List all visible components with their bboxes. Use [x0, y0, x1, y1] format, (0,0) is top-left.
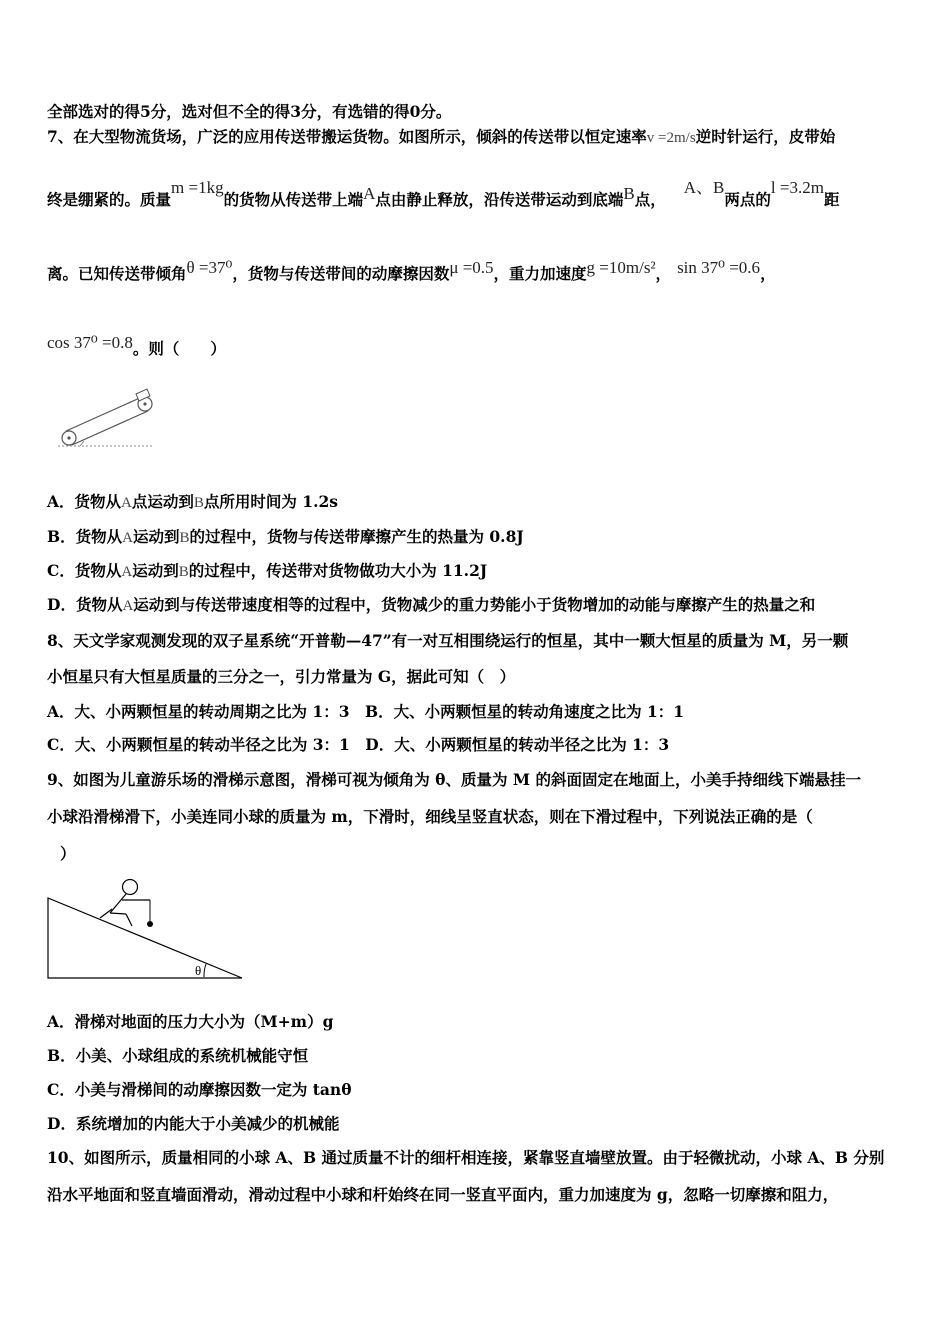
- q7-text-3d: ，: [655, 264, 672, 283]
- q7-points-ab: A、B: [683, 178, 725, 197]
- q7-option-d: [47, 595, 815, 616]
- q7-opt-b-point-a: A: [122, 530, 133, 546]
- q7-option-c: [47, 561, 487, 582]
- q7-opt-c-text3: 的过程中，传送带对货物做功大小为 11.2J: [188, 561, 488, 580]
- q9-option-b: B．小美、小球组成的系统机械能守恒: [47, 1046, 309, 1065]
- slide-incline: [48, 898, 242, 978]
- child-shin: [126, 914, 132, 926]
- q7-mu-formula: μ =0.5: [449, 258, 494, 277]
- q9-option-d: D．系统增加的内能大于小美减少的机械能: [47, 1114, 340, 1133]
- q7-text-2f: 距: [823, 190, 840, 209]
- q7-line-2: [47, 178, 840, 210]
- cargo-box: [136, 389, 150, 401]
- q10-line-2: 沿水平地面和竖直墙面滑动，滑动过程中小球和杆始终在同一竖直平面内，重力加速度为 g，忽略一切摩擦和阻力，: [47, 1185, 839, 1204]
- angle-arc: [204, 964, 206, 977]
- q7-point-a: A: [363, 184, 376, 203]
- top-pulley-axle: [143, 402, 146, 405]
- q7-opt-b-text2: 运动到: [132, 527, 180, 546]
- q7-option-b: [47, 527, 524, 548]
- q7-text-1a: 7、在大型物流货场，广泛的应用传送带搬运货物。如图所示，倾斜的传送带以恒定速率: [47, 127, 647, 146]
- q10-line-1: 10、如图所示，质量相同的小球 A、B 通过质量不计的细杆相连接，紧靠竖直墙壁放置。由于轻微扰动，小球 A、B 分别: [47, 1148, 885, 1167]
- q7-opt-d-text: D．货物从: [47, 595, 123, 614]
- q7-text-1b: 逆时针运行，皮带始: [695, 127, 836, 146]
- q8-line-4: C．大、小两颗恒星的转动半径之比为 3：1 D．大、小两颗恒星的转动半径之比为 1：3: [47, 735, 670, 754]
- q9-line-1: 9、如图为儿童游乐场的滑梯示意图，滑梯可视为倾角为 θ、质量为 M 的斜面固定在地面上，小美手持细线下端悬挂一: [47, 770, 861, 789]
- q7-point-b: B: [623, 184, 635, 203]
- q7-opt-a-text2: 点运动到: [131, 492, 194, 511]
- q7-text-2e: 两点的: [724, 190, 771, 209]
- q7-line-3: [47, 258, 776, 284]
- q9-option-a: A．滑梯对地面的压力大小为（M+m）g: [47, 1012, 334, 1031]
- q7-opt-c-point-b: B: [178, 564, 189, 580]
- q7-opt-a-point-b: B: [193, 495, 204, 511]
- belt-top: [66, 397, 142, 431]
- intro-line: 全部选对的得5分，选对但不全的得3分，有选错的得0分。: [47, 102, 452, 121]
- conveyor-belt-figure: [50, 383, 160, 453]
- q7-opt-a-point-a: A: [121, 495, 132, 511]
- q7-m-formula: m =1kg: [171, 178, 224, 197]
- q7-opt-d-point-a: A: [122, 598, 134, 614]
- theta-label: θ: [195, 963, 202, 978]
- q7-text-3e: ，: [760, 264, 776, 283]
- q7-g-formula: g =10m/s²: [586, 258, 656, 277]
- q7-opt-b-text3: 的过程中，货物与传送带摩擦产生的热量为 0.8J: [189, 527, 524, 546]
- q7-opt-a-text: A．货物从: [47, 492, 122, 511]
- q9-option-c: C．小美与滑梯间的动摩擦因数一定为 tanθ: [47, 1080, 352, 1099]
- q7-opt-a-text3: 点所用时间为 1.2s: [203, 492, 338, 511]
- slide-figure: [46, 876, 246, 982]
- q7-line-4: [47, 333, 226, 359]
- q7-opt-c-text: C．货物从: [47, 561, 122, 580]
- q7-cos-formula: cos 37⁰ =0.8: [47, 333, 133, 352]
- q9-line-3: ）: [60, 844, 76, 863]
- q7-text-2a: 终是绷紧的。质量: [47, 190, 172, 209]
- q7-text-3b: ，货物与传送带间的动摩擦因数: [232, 264, 450, 283]
- q8-line-3: A．大、小两颗恒星的转动周期之比为 1：3 B．大、小两颗恒星的转动角速度之比为 1：1: [47, 702, 685, 721]
- q7-opt-b-text: B．货物从: [47, 527, 123, 546]
- child-head: [123, 880, 138, 895]
- ball: [147, 921, 153, 927]
- q7-text-3a: 离。已知传送带倾角: [47, 264, 187, 283]
- q7-opt-c-point-a: A: [121, 564, 133, 580]
- q7-v-formula: v =2m/s: [646, 130, 696, 146]
- q7-sin-formula: sin 37⁰ =0.6: [677, 258, 761, 277]
- q9-line-2: 小球沿滑梯滑下，小美连同小球的质量为 m，下滑时，细线呈竖直状态，则在下滑过程中，下列说法正确的是（: [47, 807, 813, 826]
- q7-text-4: 。则（ ）: [132, 339, 226, 358]
- q7-text-2c: 点由静止释放，沿传送带运动到底端: [375, 190, 624, 209]
- q7-opt-d-text2: 运动到与传送带速度相等的过程中，货物减少的重力势能小于货物增加的动能与摩擦产生的热量之和: [133, 595, 816, 614]
- q7-text-3c: ，重力加速度: [493, 264, 587, 283]
- q7-line-1: [47, 127, 835, 148]
- bottom-pulley-axle: [67, 436, 70, 439]
- q7-opt-c-text2: 运动到: [132, 561, 179, 580]
- q7-option-a: [47, 492, 338, 513]
- q7-opt-b-point-b: B: [179, 530, 190, 546]
- q7-l-formula: l =3.2m: [770, 178, 824, 197]
- q8-line-1: 8、天文学家观测发现的双子星系统“开普勒—47”有一对互相围绕运行的恒星，其中一颗大恒星的质量为 M，另一颗: [47, 631, 849, 650]
- child-thigh: [110, 913, 126, 914]
- q8-line-2: 小恒星只有大恒星质量的三分之一，引力常量为 G，据此可知（ ）: [47, 667, 516, 686]
- q7-theta-formula: θ =37⁰: [186, 258, 233, 277]
- child-body: [110, 894, 126, 913]
- q7-text-2b: 的货物从传送带上端: [223, 190, 364, 209]
- q7-text-2d: 点，: [634, 190, 666, 209]
- belt-bottom: [72, 411, 148, 445]
